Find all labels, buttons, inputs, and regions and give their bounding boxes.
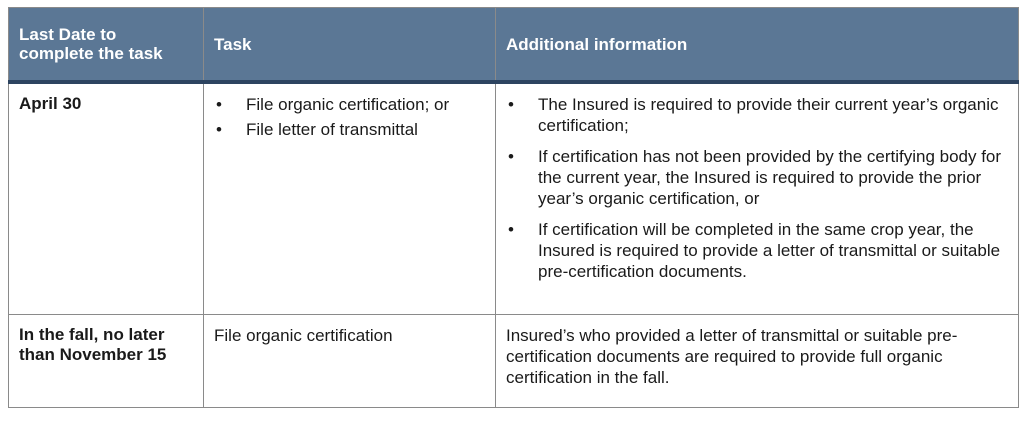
header-last-date: Last Date to complete the task <box>9 8 204 83</box>
row-info-cell <box>496 82 1019 315</box>
deadline-table <box>8 7 1019 408</box>
info-list-item: • If certification will be completed in the same crop year, the Insured is required to provide a letter of transmittal or suitable pre-certification documents. <box>506 219 1008 282</box>
table-row <box>9 315 1019 408</box>
info-list-item: • If certification has not been provided by the certifying body for the current year, the Insured is required to provide the prior year’s organic certification, or <box>506 146 1008 209</box>
info-list-item: • The Insured is required to provide their current year’s organic certification; <box>506 94 1008 136</box>
row-date-cell: In the fall, no later than November 15 <box>9 315 204 408</box>
table-header-row <box>9 8 1019 83</box>
row-date-cell: April 30 <box>9 82 204 315</box>
task-list <box>214 94 485 140</box>
table-row <box>9 82 1019 315</box>
header-task: Task <box>204 8 496 83</box>
info-list <box>506 94 1008 282</box>
row-info-cell: Insured’s who provided a letter of transmittal or suitable pre-certification documents are required to provide full organic certification in the fall. <box>496 315 1019 408</box>
task-list-item: • File organic certification; or <box>214 94 485 115</box>
deadline-table-container <box>8 7 1018 408</box>
header-additional-info: Additional information <box>496 8 1019 83</box>
row-task-cell: File organic certification <box>204 315 496 408</box>
task-list-item: • File letter of transmittal <box>214 119 485 140</box>
row-task-cell <box>204 82 496 315</box>
